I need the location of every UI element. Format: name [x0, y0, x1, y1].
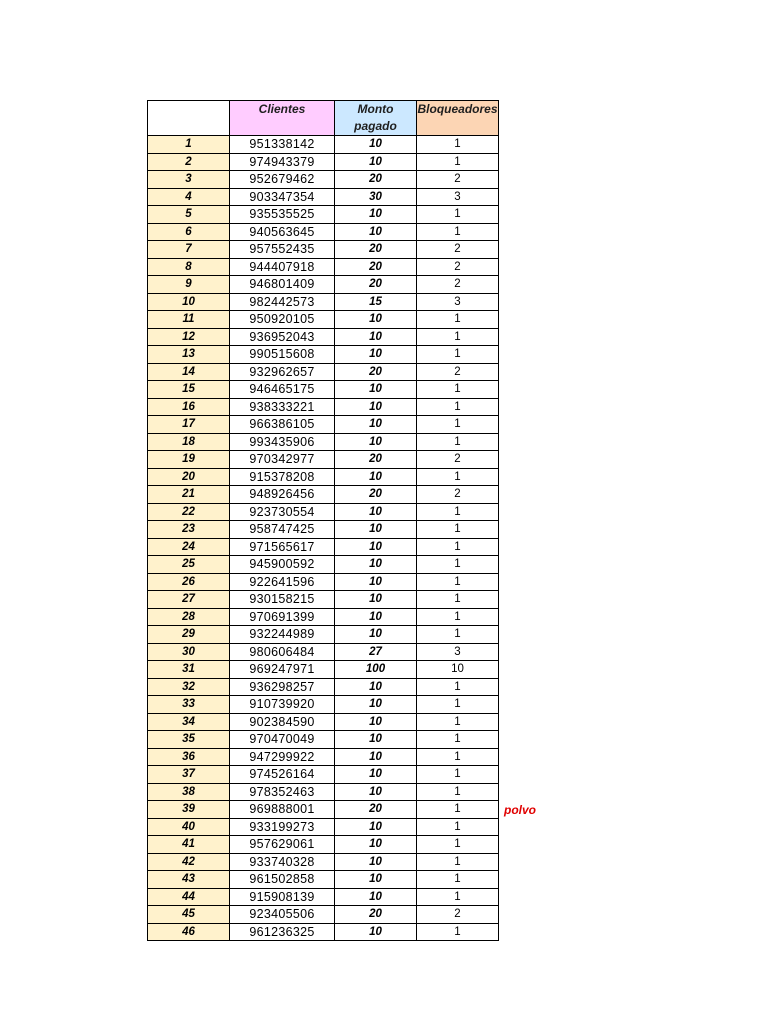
bloqueadores-cell: 1: [417, 871, 499, 889]
monto-cell: 10: [335, 521, 417, 539]
cliente-cell: 946801409: [230, 276, 335, 294]
table-row: [148, 381, 499, 399]
row-index-cell: 24: [148, 538, 230, 556]
header-bloqueadores: Bloqueadores: [417, 101, 499, 136]
table-row: [148, 416, 499, 434]
cliente-cell: 945900592: [230, 556, 335, 574]
table-row: [148, 906, 499, 924]
cliente-cell: 915378208: [230, 468, 335, 486]
cliente-cell: 932244989: [230, 626, 335, 644]
cliente-cell: 933199273: [230, 818, 335, 836]
monto-cell: 10: [335, 608, 417, 626]
monto-cell: 10: [335, 871, 417, 889]
monto-cell: 10: [335, 923, 417, 941]
row-index-cell: 28: [148, 608, 230, 626]
table-row: [148, 328, 499, 346]
cliente-cell: 974943379: [230, 153, 335, 171]
bloqueadores-cell: 2: [417, 171, 499, 189]
cliente-cell: 970342977: [230, 451, 335, 469]
monto-cell: 20: [335, 258, 417, 276]
row-index-cell: 43: [148, 871, 230, 889]
monto-cell: 10: [335, 398, 417, 416]
bloqueadores-cell: 3: [417, 293, 499, 311]
bloqueadores-cell: 3: [417, 643, 499, 661]
monto-cell: 10: [335, 783, 417, 801]
monto-cell: 10: [335, 346, 417, 364]
bloqueadores-cell: 1: [417, 416, 499, 434]
row-index-cell: 21: [148, 486, 230, 504]
table-row: [148, 136, 499, 154]
monto-cell: 10: [335, 836, 417, 854]
monto-cell: 10: [335, 853, 417, 871]
table-row: [148, 678, 499, 696]
table-row: [148, 608, 499, 626]
row-index-cell: 34: [148, 713, 230, 731]
cliente-cell: 969247971: [230, 661, 335, 679]
cliente-cell: 947299922: [230, 748, 335, 766]
monto-cell: 10: [335, 626, 417, 644]
cliente-cell: 935535525: [230, 206, 335, 224]
row-index-cell: 7: [148, 241, 230, 259]
row-index-cell: 27: [148, 591, 230, 609]
cliente-cell: 961502858: [230, 871, 335, 889]
bloqueadores-cell: 1: [417, 626, 499, 644]
cliente-cell: 948926456: [230, 486, 335, 504]
bloqueadores-cell: 1: [417, 783, 499, 801]
row-index-cell: 25: [148, 556, 230, 574]
cliente-cell: 971565617: [230, 538, 335, 556]
monto-cell: 10: [335, 311, 417, 329]
monto-cell: 10: [335, 591, 417, 609]
bloqueadores-cell: 1: [417, 888, 499, 906]
row-index-cell: 35: [148, 731, 230, 749]
bloqueadores-cell: 1: [417, 748, 499, 766]
table-row: [148, 293, 499, 311]
monto-cell: 15: [335, 293, 417, 311]
table-row: [148, 223, 499, 241]
monto-cell: 10: [335, 731, 417, 749]
row-index-cell: 13: [148, 346, 230, 364]
table-row: [148, 783, 499, 801]
row-index-cell: 40: [148, 818, 230, 836]
table-row: [148, 451, 499, 469]
bloqueadores-cell: 1: [417, 678, 499, 696]
row-index-cell: 16: [148, 398, 230, 416]
table-row: [148, 661, 499, 679]
monto-cell: 10: [335, 573, 417, 591]
cliente-cell: 952679462: [230, 171, 335, 189]
table-row: [148, 696, 499, 714]
table-row: [148, 346, 499, 364]
table-row: [148, 853, 499, 871]
row-index-cell: 29: [148, 626, 230, 644]
bloqueadores-cell: 1: [417, 521, 499, 539]
cliente-cell: 936952043: [230, 328, 335, 346]
bloqueadores-cell: 1: [417, 538, 499, 556]
table-row: [148, 538, 499, 556]
row-index-cell: 41: [148, 836, 230, 854]
bloqueadores-cell: 2: [417, 258, 499, 276]
cliente-cell: 903347354: [230, 188, 335, 206]
monto-cell: 20: [335, 363, 417, 381]
monto-cell: 20: [335, 241, 417, 259]
cliente-cell: 930158215: [230, 591, 335, 609]
cliente-cell: 982442573: [230, 293, 335, 311]
row-index-cell: 11: [148, 311, 230, 329]
bloqueadores-cell: 2: [417, 451, 499, 469]
monto-cell: 10: [335, 416, 417, 434]
bloqueadores-cell: 1: [417, 346, 499, 364]
row-index-cell: 1: [148, 136, 230, 154]
monto-cell: 20: [335, 171, 417, 189]
cliente-cell: 932962657: [230, 363, 335, 381]
bloqueadores-cell: 1: [417, 713, 499, 731]
monto-cell: 10: [335, 223, 417, 241]
monto-cell: 27: [335, 643, 417, 661]
table-row: [148, 486, 499, 504]
bloqueadores-cell: 1: [417, 608, 499, 626]
bloqueadores-cell: 1: [417, 766, 499, 784]
cliente-cell: 970470049: [230, 731, 335, 749]
row-index-cell: 18: [148, 433, 230, 451]
monto-cell: 10: [335, 136, 417, 154]
row-index-cell: 30: [148, 643, 230, 661]
header-index: [148, 101, 230, 136]
bloqueadores-cell: 1: [417, 398, 499, 416]
monto-cell: 10: [335, 381, 417, 399]
table-row: [148, 258, 499, 276]
bloqueadores-cell: 1: [417, 923, 499, 941]
row-index-cell: 6: [148, 223, 230, 241]
monto-cell: 30: [335, 188, 417, 206]
table-row: [148, 643, 499, 661]
cliente-cell: 974526164: [230, 766, 335, 784]
table-row: [148, 888, 499, 906]
table-row: [148, 556, 499, 574]
table-row: [148, 836, 499, 854]
bloqueadores-cell: 1: [417, 556, 499, 574]
bloqueadores-cell: 2: [417, 363, 499, 381]
row-index-cell: 22: [148, 503, 230, 521]
row-index-cell: 15: [148, 381, 230, 399]
monto-cell: 20: [335, 451, 417, 469]
cliente-cell: 923730554: [230, 503, 335, 521]
row-index-cell: 14: [148, 363, 230, 381]
bloqueadores-cell: 1: [417, 503, 499, 521]
header-monto-pagado: Monto pagado: [335, 101, 417, 136]
bloqueadores-cell: 1: [417, 136, 499, 154]
row-index-cell: 12: [148, 328, 230, 346]
table-row: [148, 276, 499, 294]
bloqueadores-cell: 2: [417, 906, 499, 924]
table-row: [148, 311, 499, 329]
table-row: [148, 363, 499, 381]
row-index-cell: 20: [148, 468, 230, 486]
table-row: [148, 153, 499, 171]
table-row: [148, 626, 499, 644]
table-row: [148, 521, 499, 539]
bloqueadores-cell: 1: [417, 836, 499, 854]
cliente-cell: 958747425: [230, 521, 335, 539]
row-index-cell: 31: [148, 661, 230, 679]
table-row: [148, 801, 499, 819]
monto-cell: 20: [335, 906, 417, 924]
monto-cell: 20: [335, 801, 417, 819]
table-row: [148, 713, 499, 731]
table-row: [148, 731, 499, 749]
table-row: [148, 923, 499, 941]
bloqueadores-cell: 1: [417, 328, 499, 346]
cliente-cell: 970691399: [230, 608, 335, 626]
cliente-cell: 993435906: [230, 433, 335, 451]
clients-table: [147, 100, 499, 941]
table-body: [148, 136, 499, 941]
cliente-cell: 951338142: [230, 136, 335, 154]
bloqueadores-cell: 1: [417, 818, 499, 836]
bloqueadores-cell: 2: [417, 486, 499, 504]
bloqueadores-cell: 1: [417, 206, 499, 224]
cliente-cell: 966386105: [230, 416, 335, 434]
row-index-cell: 38: [148, 783, 230, 801]
monto-cell: 10: [335, 556, 417, 574]
cliente-cell: 950920105: [230, 311, 335, 329]
monto-cell: 10: [335, 468, 417, 486]
table-row: [148, 871, 499, 889]
bloqueadores-cell: 1: [417, 696, 499, 714]
cliente-cell: 957629061: [230, 836, 335, 854]
row-index-cell: 8: [148, 258, 230, 276]
table-row: [148, 206, 499, 224]
monto-cell: 10: [335, 503, 417, 521]
table-row: [148, 766, 499, 784]
table-row: [148, 188, 499, 206]
bloqueadores-cell: 1: [417, 731, 499, 749]
cliente-cell: 923405506: [230, 906, 335, 924]
cliente-cell: 922641596: [230, 573, 335, 591]
table-row: [148, 433, 499, 451]
monto-cell: 10: [335, 328, 417, 346]
cliente-cell: 978352463: [230, 783, 335, 801]
bloqueadores-cell: 1: [417, 223, 499, 241]
monto-cell: 100: [335, 661, 417, 679]
row-index-cell: 39: [148, 801, 230, 819]
monto-cell: 10: [335, 818, 417, 836]
row-index-cell: 4: [148, 188, 230, 206]
row-index-cell: 19: [148, 451, 230, 469]
table-row: [148, 818, 499, 836]
header-row: [148, 101, 499, 136]
monto-cell: 10: [335, 538, 417, 556]
cliente-cell: 936298257: [230, 678, 335, 696]
row-index-cell: 36: [148, 748, 230, 766]
bloqueadores-cell: 2: [417, 276, 499, 294]
cliente-cell: 957552435: [230, 241, 335, 259]
bloqueadores-cell: 1: [417, 591, 499, 609]
row-index-cell: 32: [148, 678, 230, 696]
table-row: [148, 171, 499, 189]
bloqueadores-cell: 1: [417, 433, 499, 451]
cliente-cell: 990515608: [230, 346, 335, 364]
cliente-cell: 933740328: [230, 853, 335, 871]
monto-cell: 20: [335, 276, 417, 294]
bloqueadores-cell: 1: [417, 381, 499, 399]
cliente-cell: 980606484: [230, 643, 335, 661]
row-index-cell: 23: [148, 521, 230, 539]
bloqueadores-cell: 1: [417, 468, 499, 486]
monto-cell: 10: [335, 678, 417, 696]
bloqueadores-cell: 2: [417, 241, 499, 259]
monto-cell: 10: [335, 206, 417, 224]
monto-cell: 10: [335, 748, 417, 766]
monto-cell: 10: [335, 433, 417, 451]
row-index-cell: 3: [148, 171, 230, 189]
row-index-cell: 37: [148, 766, 230, 784]
row-index-cell: 5: [148, 206, 230, 224]
table-row: [148, 241, 499, 259]
cliente-cell: 969888001: [230, 801, 335, 819]
table-row: [148, 748, 499, 766]
bloqueadores-cell: 1: [417, 573, 499, 591]
cliente-cell: 944407918: [230, 258, 335, 276]
cliente-cell: 946465175: [230, 381, 335, 399]
row-index-cell: 44: [148, 888, 230, 906]
cliente-cell: 940563645: [230, 223, 335, 241]
bloqueadores-cell: 1: [417, 853, 499, 871]
table-row: [148, 398, 499, 416]
row-index-cell: 33: [148, 696, 230, 714]
cliente-cell: 961236325: [230, 923, 335, 941]
monto-cell: 20: [335, 486, 417, 504]
bloqueadores-cell: 3: [417, 188, 499, 206]
monto-cell: 10: [335, 888, 417, 906]
cliente-cell: 915908139: [230, 888, 335, 906]
cliente-cell: 910739920: [230, 696, 335, 714]
monto-cell: 10: [335, 766, 417, 784]
row-index-cell: 45: [148, 906, 230, 924]
table-row: [148, 591, 499, 609]
row-index-cell: 26: [148, 573, 230, 591]
header-clientes: Clientes: [230, 101, 335, 136]
bloqueadores-cell: 1: [417, 153, 499, 171]
row-index-cell: 17: [148, 416, 230, 434]
table-row: [148, 468, 499, 486]
row-index-cell: 46: [148, 923, 230, 941]
table-row: [148, 573, 499, 591]
bloqueadores-cell: 10: [417, 661, 499, 679]
table-row: [148, 503, 499, 521]
cliente-cell: 938333221: [230, 398, 335, 416]
bloqueadores-cell: 1: [417, 311, 499, 329]
row-index-cell: 42: [148, 853, 230, 871]
row-index-cell: 9: [148, 276, 230, 294]
bloqueadores-cell: 1: [417, 801, 499, 819]
monto-cell: 10: [335, 696, 417, 714]
row-index-cell: 10: [148, 293, 230, 311]
monto-cell: 10: [335, 713, 417, 731]
cliente-cell: 902384590: [230, 713, 335, 731]
note-polvo: polvo: [504, 803, 536, 817]
monto-cell: 10: [335, 153, 417, 171]
row-index-cell: 2: [148, 153, 230, 171]
